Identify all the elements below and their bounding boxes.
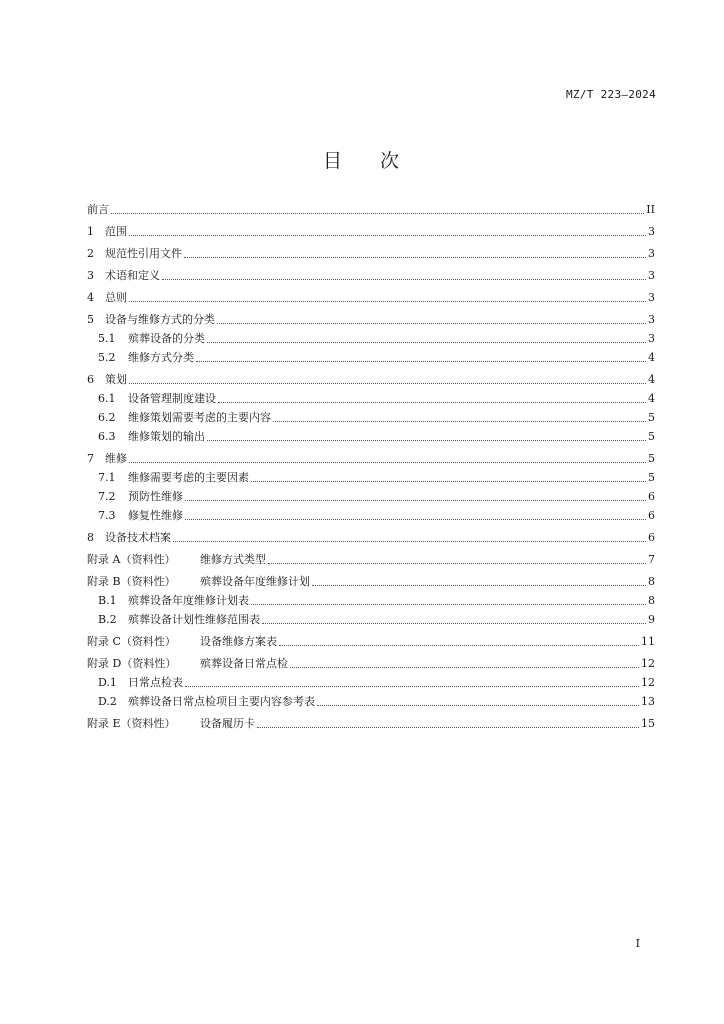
standard-code: MZ/T 223—2024: [566, 88, 656, 101]
toc-entry-label: 殡葬设备年度维修计划: [200, 575, 310, 588]
toc-entry-number: D.2: [98, 695, 117, 708]
toc-entry-page: 5: [648, 430, 655, 443]
toc-entry-number: 7.3: [98, 509, 116, 522]
toc-entry-label: 设备技术档案: [105, 531, 171, 544]
toc-entry-page: 5: [648, 452, 655, 465]
toc-leader-dots: [129, 300, 646, 302]
toc-entry[interactable]: [87, 346, 655, 365]
toc-entry[interactable]: [87, 406, 655, 425]
toc-entry-label: 殡葬设备日常点检项目主要内容参考表: [128, 695, 315, 708]
toc-entry-number: 5: [87, 313, 94, 326]
toc-entry-number: 7.2: [98, 490, 116, 503]
toc-entry[interactable]: [87, 485, 655, 504]
toc-entry-page: 3: [648, 332, 655, 345]
toc-entry-label: 设备与维修方式的分类: [105, 313, 215, 326]
page-title: [0, 146, 724, 173]
toc-entry-label: 维修需要考虑的主要因素: [128, 471, 249, 484]
toc-entry-page: II: [646, 203, 655, 216]
toc-entry-label: 殡葬设备日常点检: [200, 657, 288, 670]
toc-entry-number: 8: [87, 531, 94, 544]
toc-entry-label: 设备维修方案表: [200, 635, 277, 648]
toc-leader-dots: [217, 322, 646, 324]
toc-entry-number: 6.3: [98, 430, 116, 443]
toc-leader-dots: [218, 401, 646, 403]
toc-entry-number: D.1: [98, 676, 117, 689]
toc-entry-label: 前言: [87, 203, 109, 216]
title-part-1: 目: [322, 150, 344, 172]
toc-leader-dots: [185, 685, 639, 687]
toc-leader-dots: [184, 256, 646, 258]
toc-entry-number: 4: [87, 291, 94, 304]
page-folio: I: [635, 937, 640, 950]
toc-entry[interactable]: [87, 548, 655, 567]
toc-entry[interactable]: [87, 671, 655, 690]
toc-entry-label: 总则: [105, 291, 127, 304]
toc-entry-label: 维修方式分类: [128, 351, 194, 364]
toc-leader-dots: [196, 360, 646, 362]
toc-entry[interactable]: [87, 712, 655, 731]
toc-entry-number: 7: [87, 452, 94, 465]
toc-entry-page: 12: [641, 676, 655, 689]
toc-entry-label: 殡葬设备年度维修计划表: [128, 594, 249, 607]
toc-entry-number: 7.1: [98, 471, 116, 484]
toc-entry[interactable]: [87, 690, 655, 709]
toc-entry-number: 附录 D（资料性）: [87, 657, 177, 670]
toc-entry-page: 3: [648, 291, 655, 304]
toc-entry[interactable]: [87, 198, 655, 217]
toc-entry-label: 设备履历卡: [200, 717, 255, 730]
toc-leader-dots: [268, 562, 646, 564]
toc-entry-page: 15: [641, 717, 655, 730]
toc-leader-dots: [129, 382, 646, 384]
toc-entry-page: 4: [648, 351, 655, 364]
toc-entry-page: 8: [648, 575, 655, 588]
toc-leader-dots: [129, 234, 646, 236]
toc-entry-page: 3: [648, 247, 655, 260]
toc-leader-dots: [257, 726, 639, 728]
toc-entry[interactable]: [87, 570, 655, 589]
toc-entry[interactable]: [87, 589, 655, 608]
toc-entry-page: 11: [641, 635, 655, 648]
toc-entry[interactable]: [87, 630, 655, 649]
toc-entry-number: 1: [87, 225, 94, 238]
toc-entry[interactable]: [87, 447, 655, 466]
toc-entry-page: 5: [648, 411, 655, 424]
toc-entry-number: B.1: [98, 594, 117, 607]
toc-entry[interactable]: [87, 504, 655, 523]
toc-entry[interactable]: [87, 368, 655, 387]
toc-entry[interactable]: [87, 286, 655, 305]
toc-leader-dots: [251, 480, 646, 482]
toc-entry-page: 13: [641, 695, 655, 708]
toc-entry-page: 3: [648, 269, 655, 282]
toc-entry[interactable]: [87, 242, 655, 261]
toc-leader-dots: [185, 499, 646, 501]
toc-entry[interactable]: [87, 526, 655, 545]
toc-entry-label: 策划: [105, 373, 127, 386]
toc-entry-number: 5.2: [98, 351, 116, 364]
toc-entry-label: 维修策划需要考虑的主要内容: [128, 411, 271, 424]
toc-entry-label: 规范性引用文件: [105, 247, 182, 260]
toc-leader-dots: [162, 278, 646, 280]
toc-leader-dots: [262, 622, 646, 624]
toc-leader-dots: [317, 704, 639, 706]
toc-entry-label: 术语和定义: [105, 269, 160, 282]
toc-entry-label: 范围: [105, 225, 127, 238]
toc-entry-label: 日常点检表: [128, 676, 183, 689]
toc-entry-number: 6: [87, 373, 94, 386]
toc-entry-label: 预防性维修: [128, 490, 183, 503]
toc-entry-page: 6: [648, 531, 655, 544]
toc-entry-label: 殡葬设备的分类: [128, 332, 205, 345]
toc-entry-number: 附录 E（资料性）: [87, 717, 176, 730]
title-part-2: 次: [380, 150, 402, 172]
toc-entry-label: 修复性维修: [128, 509, 183, 522]
toc-entry-page: 4: [648, 392, 655, 405]
toc-entry[interactable]: [87, 425, 655, 444]
toc-entry-label: 殡葬设备计划性维修范围表: [128, 613, 260, 626]
toc-entry-number: 3: [87, 269, 94, 282]
toc-entry-number: 附录 A（资料性）: [87, 553, 176, 566]
toc-entry-page: 6: [648, 490, 655, 503]
toc-entry-page: 8: [648, 594, 655, 607]
toc-entry[interactable]: [87, 466, 655, 485]
toc-leader-dots: [207, 341, 646, 343]
toc-entry-page: 9: [648, 613, 655, 626]
toc-entry-number: 6.2: [98, 411, 116, 424]
toc-entry[interactable]: [87, 264, 655, 283]
toc-entry-label: 设备管理制度建设: [128, 392, 216, 405]
toc-entry-label: 维修策划的输出: [128, 430, 205, 443]
toc-leader-dots: [129, 461, 646, 463]
toc-entry-page: 4: [648, 373, 655, 386]
toc-leader-dots: [279, 644, 639, 646]
toc-entry-page: 3: [648, 313, 655, 326]
toc-entry-label: 维修: [105, 452, 127, 465]
toc-entry[interactable]: [87, 327, 655, 346]
toc-entry[interactable]: [87, 308, 655, 327]
toc-entry-page: 6: [648, 509, 655, 522]
toc-entry-number: 附录 C（资料性）: [87, 635, 176, 648]
toc-entry-number: 附录 B（资料性）: [87, 575, 176, 588]
toc-leader-dots: [111, 212, 644, 214]
toc-leader-dots: [251, 603, 646, 605]
toc-entry-page: 12: [641, 657, 655, 670]
toc-leader-dots: [207, 439, 646, 441]
toc-leader-dots: [185, 518, 646, 520]
toc-entry-page: 5: [648, 471, 655, 484]
toc-entry-page: 3: [648, 225, 655, 238]
toc-leader-dots: [290, 666, 639, 668]
toc-entry-number: 5.1: [98, 332, 116, 345]
toc-entry-page: 7: [648, 553, 655, 566]
table-of-contents: [87, 198, 655, 731]
toc-entry-label: 维修方式类型: [200, 553, 266, 566]
toc-leader-dots: [173, 540, 646, 542]
toc-leader-dots: [273, 420, 646, 422]
toc-entry[interactable]: [87, 220, 655, 239]
toc-entry[interactable]: [87, 387, 655, 406]
toc-entry-number: B.2: [98, 613, 117, 626]
toc-entry[interactable]: [87, 652, 655, 671]
toc-leader-dots: [312, 584, 646, 586]
toc-entry-number: 6.1: [98, 392, 116, 405]
toc-entry[interactable]: [87, 608, 655, 627]
toc-entry-number: 2: [87, 247, 94, 260]
